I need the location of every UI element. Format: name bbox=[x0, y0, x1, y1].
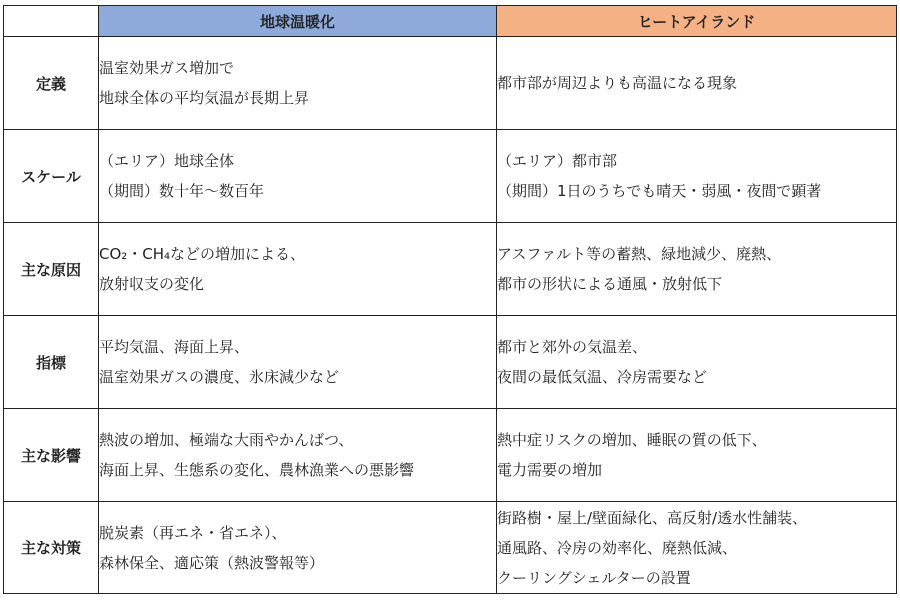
table-row-measures bbox=[4, 502, 897, 594]
cell-line: （期間）1日のうちでも晴天・弱風・夜間で顕著 bbox=[497, 182, 822, 200]
row-label: スケール bbox=[4, 130, 99, 223]
cell-line: 都市の形状による通風・放射低下 bbox=[497, 275, 723, 293]
row-label: 主な影響 bbox=[4, 409, 99, 502]
cell-line: 温室効果ガスの濃度、氷床減少など bbox=[99, 368, 340, 386]
cell-line: （エリア）地球全体 bbox=[99, 152, 235, 170]
cell-heat-island bbox=[497, 316, 897, 409]
row-label: 定義 bbox=[4, 37, 99, 130]
cell-line: 熱中症リスクの増加、睡眠の質の低下、 bbox=[497, 431, 767, 449]
cell-line: クーリングシェルターの設置 bbox=[497, 568, 691, 587]
cell-line: 通風路、冷房の効率化、廃熱低減、 bbox=[497, 538, 738, 557]
cell-line: CO₂・CH₄などの増加による、 bbox=[99, 245, 306, 263]
comparison-table bbox=[3, 5, 897, 594]
cell-heat-island bbox=[497, 223, 897, 316]
header-heat-island: ヒートアイランド bbox=[497, 6, 897, 37]
cell-line: 地球全体の平均気温が長期上昇 bbox=[99, 89, 310, 107]
cell-line: 放射収支の変化 bbox=[99, 275, 205, 293]
cell-line: 都市部が周辺よりも高温になる現象 bbox=[497, 74, 738, 92]
table-row-scale bbox=[4, 130, 897, 223]
cell-global-warming bbox=[99, 502, 497, 594]
table-row-impacts bbox=[4, 409, 897, 502]
row-label: 指標 bbox=[4, 316, 99, 409]
cell-line: 夜間の最低気温、冷房需要など bbox=[497, 368, 708, 386]
cell-line: 街路樹・屋上/壁面緑化、高反射/透水性舗装、 bbox=[497, 508, 808, 527]
table-row-causes bbox=[4, 223, 897, 316]
header-blank-cell bbox=[4, 6, 99, 37]
cell-heat-island bbox=[497, 409, 897, 502]
cell-line: 温室効果ガス増加で bbox=[99, 59, 235, 77]
cell-line: （エリア）都市部 bbox=[497, 152, 618, 170]
cell-line: 森林保全、適応策（熱波警報等） bbox=[99, 553, 325, 572]
cell-line: （期間）数十年～数百年 bbox=[99, 182, 265, 200]
cell-heat-island bbox=[497, 37, 897, 130]
cell-heat-island bbox=[497, 502, 897, 594]
table-row-indicators bbox=[4, 316, 897, 409]
cell-line: 熱波の増加、極端な大雨やかんばつ、 bbox=[99, 431, 354, 449]
cell-global-warming bbox=[99, 130, 497, 223]
cell-line: アスファルト等の蓄熱、緑地減少、廃熱、 bbox=[497, 245, 782, 263]
cell-line: 海面上昇、生態系の変化、農林漁業への悪影響 bbox=[99, 461, 415, 479]
cell-global-warming bbox=[99, 316, 497, 409]
cell-global-warming bbox=[99, 409, 497, 502]
row-label: 主な対策 bbox=[4, 502, 99, 594]
cell-global-warming bbox=[99, 223, 497, 316]
cell-heat-island bbox=[497, 130, 897, 223]
cell-line: 脱炭素（再エネ・省エネ）、 bbox=[99, 523, 287, 542]
row-label: 主な原因 bbox=[4, 223, 99, 316]
header-global-warming: 地球温暖化 bbox=[99, 6, 497, 37]
table-row-definition bbox=[4, 37, 897, 130]
cell-line: 電力需要の増加 bbox=[497, 461, 603, 479]
cell-line: 平均気温、海面上昇、 bbox=[99, 338, 250, 356]
cell-global-warming bbox=[99, 37, 497, 130]
cell-line: 都市と郊外の気温差、 bbox=[497, 338, 648, 356]
